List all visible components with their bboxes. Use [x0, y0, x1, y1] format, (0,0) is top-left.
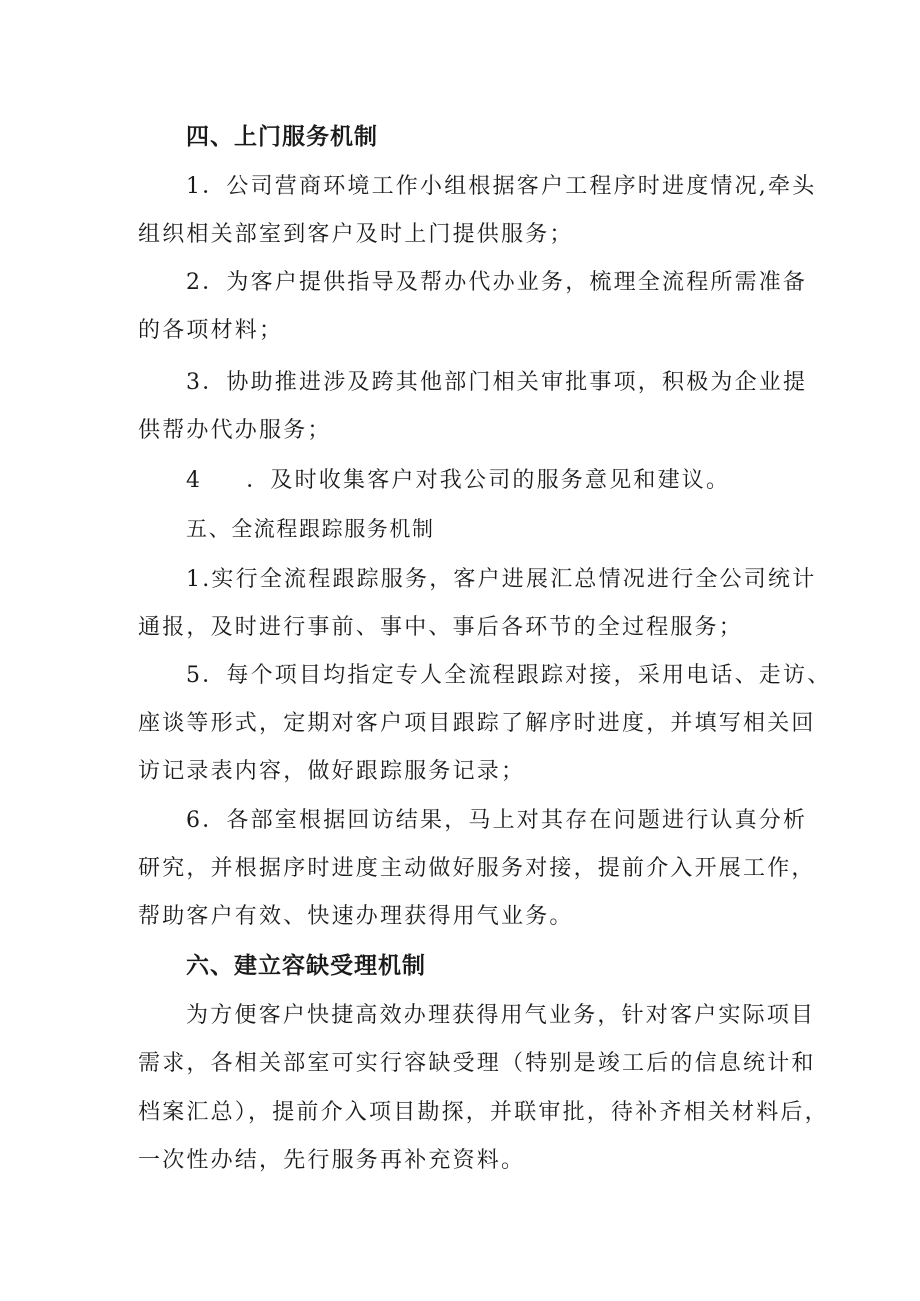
- section6-heading: 六、建立容缺受理机制: [186, 953, 426, 979]
- section4-item3-line1: 3．协助推进涉及跨其他部门相关审批事项，积极为企业提: [186, 370, 808, 395]
- section5-item5-line1: 5．每个项目均指定专人全流程跟踪对接，采用电话、走访、: [186, 663, 832, 688]
- section4-item4: [186, 466, 730, 496]
- section4-item4-number: 4: [186, 468, 203, 493]
- section5-item1-line2: 通报，及时进行事前、事中、事后各环节的全过程服务；: [138, 615, 744, 640]
- section4-item1-line2: 组织相关部室到客户及时上门提供服务；: [138, 222, 574, 247]
- section5-item6-line3: 帮助客户有效、快速办理获得用气业务。: [138, 904, 574, 929]
- section4-heading: 四、上门服务机制: [186, 124, 378, 150]
- section5-item1-line1: 1.实行全流程跟踪服务，客户进展汇总情况进行全公司统计: [186, 567, 817, 592]
- section4-item3-line2: 供帮办代办服务；: [138, 418, 332, 443]
- section4-item2-line2: 的各项材料；: [138, 318, 284, 343]
- section5-item5-line3: 访记录表内容，做好跟踪服务记录；: [138, 759, 526, 784]
- section6-para-line3: 档案汇总），提前介入项目勘探，并联审批，待补齐相关材料后，: [138, 1100, 829, 1125]
- section5-heading: 五、全流程跟踪服务机制: [186, 517, 435, 541]
- section4-item2-line1: 2．为客户提供指导及帮办代办业务，梳理全流程所需准备: [186, 270, 808, 295]
- section6-para-line2: 需求，各相关部室可实行容缺受理（特别是竣工后的信息统计和: [138, 1051, 816, 1076]
- section6-para-line1: 为方便客户快捷高效办理获得用气业务，针对客户实际项目: [186, 1003, 816, 1028]
- section4-item1-line1: 1．公司营商环境工作小组根据客户工程序时进度情况,牵头: [186, 174, 817, 199]
- section5-item6-line2: 研究，并根据序时进度主动做好服务对接，提前介入开展工作，: [138, 856, 816, 881]
- section6-para-line4: 一次性办结，先行服务再补充资料。: [138, 1148, 526, 1173]
- section4-item4-text: ．及时收集客户对我公司的服务意见和建议。: [246, 468, 731, 493]
- section5-item6-line1: 6．各部室根据回访结果，马上对其存在问题进行认真分析: [186, 808, 808, 833]
- section5-item5-line2: 座谈等形式，定期对客户项目跟踪了解序时进度，并填写相关回: [138, 711, 816, 736]
